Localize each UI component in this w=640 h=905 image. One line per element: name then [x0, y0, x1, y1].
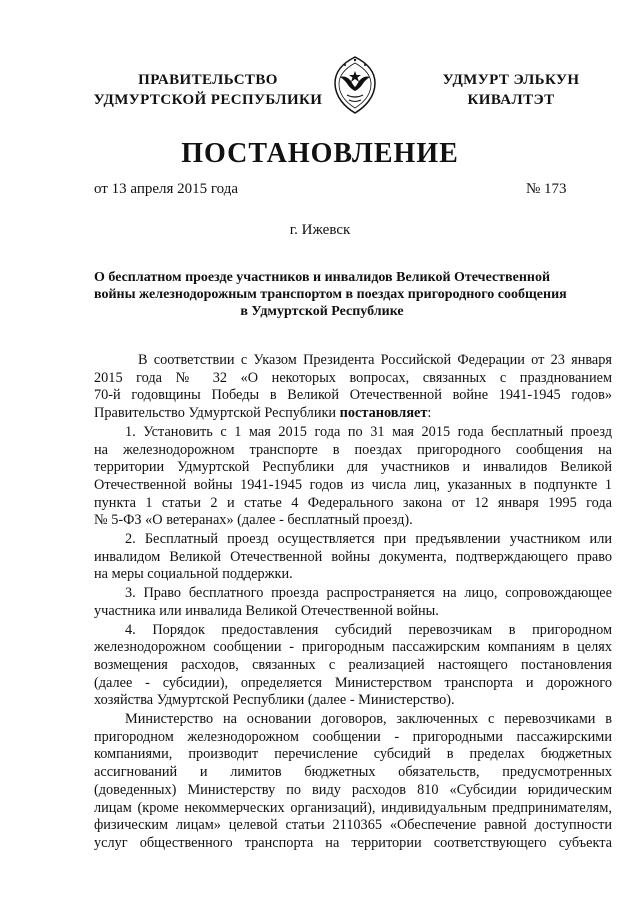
text-line: лицам (кроме некоммерческих организаций), индивидуальным предпринимателям, [94, 799, 612, 816]
text-line: физическим лицам» целевой статьи 2110365 «Обеспечение равной доступности [94, 817, 612, 834]
text-line: 2015 года № 32 «О некоторых вопросах, связанных с празднованием [94, 369, 612, 386]
header-udmurt-line-1: УДМУРТ ЭЛЬКУН [442, 72, 580, 88]
text-line: участника или инвалида Великой Отечественной войны. [94, 602, 439, 619]
clause-4 [94, 622, 612, 711]
header-udmurt [436, 70, 586, 110]
text-line: Министерство на основании договоров, заключенных с перевозчиками в [125, 711, 612, 728]
text-line: пункта 1 статьи 2 и статье 4 Федерального закона от 12 января 1995 года [94, 494, 612, 511]
text-line: на меры социальной поддержки. [94, 566, 293, 583]
text-line-with-verb [94, 405, 612, 423]
text-line: 4. Порядок предоставления субсидий перевозчикам в пригородном [125, 621, 612, 638]
text-line: (доведенных) Министерству по виду расходов 810 «Субсидии юридическим [94, 781, 612, 798]
decree-verb: постановляет [339, 405, 428, 422]
decree-verb-suffix: : [427, 405, 432, 422]
text-line: 70-й годовщины Победы в Великой Отечественной войне 1941-1945 годов» [94, 387, 612, 404]
udmurt-coat-of-arms-icon [331, 55, 379, 115]
heading-line: О бесплатном проезде участников и инвалидов Великой Отечественной [94, 270, 551, 285]
document-title: ПОСТАНОВЛЕНИЕ [181, 138, 459, 169]
text-line: хозяйства Удмуртской Республики (далее - Министерство). [94, 692, 455, 709]
text-line: 3. Право бесплатного проезда распространяется на лицо, сопровождающее [125, 585, 612, 602]
clause-1 [94, 424, 612, 530]
text-line: пригородном железнодорожном сообщении - пригородными пассажирскими [94, 728, 612, 745]
text-line: ассигнований и лимитов бюджетных обязательств, предусмотренных [94, 764, 612, 781]
text-line: 2. Бесплатный проезд осуществляется при предъявлении участником или [125, 531, 612, 548]
document-date: от 13 апреля 2015 года [94, 181, 239, 197]
clause-3 [94, 585, 612, 620]
text-line: Правительство Удмуртской Республики [94, 405, 337, 422]
document-heading [94, 269, 567, 320]
header-russian [88, 70, 328, 110]
text-line: на железнодорожном транспорте в поездах пригородного сообщения на [94, 441, 612, 458]
document-city: г. Ижевск [289, 222, 351, 238]
header-udmurt-line-2: КИВАЛТЭТ [467, 92, 555, 108]
clause-4-continuation [94, 711, 612, 853]
text-line: железнодорожном сообщении - пригородным пассажирским компаниям в целях [94, 639, 612, 656]
document-number: № 173 [526, 181, 567, 197]
text-line: услуг общественного транспорта на территории соответствующего субъекта [94, 834, 612, 851]
clause-2 [94, 531, 612, 584]
text-line: 1. Установить с 1 мая 2015 года по 31 мая 2015 года бесплатный проезд [125, 423, 612, 440]
text-line: Отечественной войны 1941-1945 годов из числа лиц, указанных в подпункте 1 [94, 476, 612, 493]
text-line: (далее - субсидии), определяется Министерством транспорта и дорожного [94, 674, 612, 691]
document-body [94, 352, 612, 853]
header-russian-line-2: УДМУРТСКОЙ РЕСПУБЛИКИ [93, 92, 323, 108]
text-line: компаниями, производит перечисление субсидий в пределах бюджетных [94, 746, 612, 763]
preamble-paragraph [94, 352, 612, 423]
text-line: № 5-ФЗ «О ветеранах» (далее - бесплатный проезд). [94, 512, 413, 529]
heading-line: войны железнодорожным транспортом в поездах пригородного сообщения [94, 287, 567, 302]
text-line: инвалидом Великой Отечественной войны документа, подтверждающего право [94, 548, 612, 565]
text-line: В соответствии с Указом Президента Российской Федерации от 23 января [138, 352, 612, 368]
text-line: территории Удмуртской Республики для участников и инвалидов Великой [94, 459, 612, 476]
header-russian-line-1: ПРАВИТЕЛЬСТВО [138, 72, 278, 88]
heading-line: в Удмуртской Республике [240, 304, 404, 319]
text-line: возмещения расходов, связанных с реализацией настоящего постановления [94, 656, 612, 673]
